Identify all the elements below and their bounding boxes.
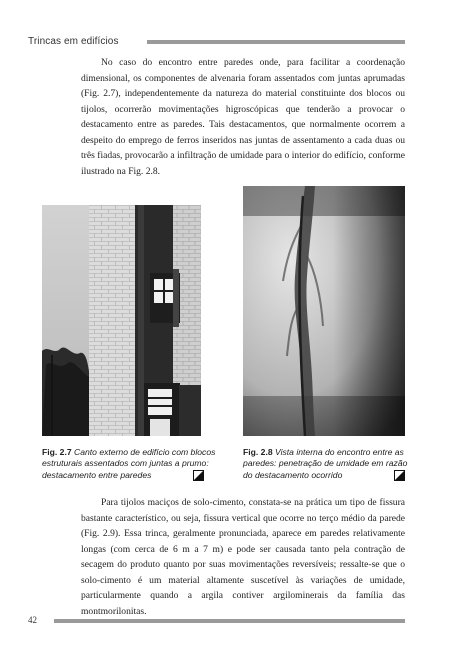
body-paragraph-1: No caso do encontro entre paredes onde, para facilitar a coordenação dimensional, os componentes de alvenaria foram assentados com juntas aprumadas (Fig. 2.7), independentemente da natureza do material constituinte dos blocos ou tijolos, ocorrerão movimentações higroscópicas que tenderão a provocar o destacamento entre as paredes. Tais destacamentos, que normalmente ocorrem a despeito do emprego de ferros inseridos nas juntas de assentamento a cada duas ou três fiadas, provocarão a infiltração de umidade para o interior do edifício, conforme ilustrado na Fig. 2.8. [81,57,405,177]
figure-2-8-number: Fig. 2.8 [243,447,273,457]
page-number: 42 [28,615,37,625]
figure-2-7-photo [42,205,201,436]
figure-2-8-caption [243,447,413,481]
header-rule [147,40,405,44]
figure-2-7-caption-text: Canto externo de edifício com blocos estruturais assentados com juntas a prumo: destacamento entre paredes [42,447,216,480]
body-paragraph-2: Para tijolos maciços de solo-cimento, constata-se na prática um tipo de fissura bastante característico, ou seja, fissura vertical que ocorre no terço médio da parede (Fig. 2.9). Essa trinca, geralmente pronunciada, aparece em paredes relativamente longas (com cerca de 6 m a 7 m) e pode ser causada tanto pela contração de secagem do produto quanto por suas movimentações reversíveis; ressalte-se que o solo-cimento é um material altamente suscetível às variações de umidade, particularmente quando a argila contiver argilominerais da família das montmorilonitas. [81,497,405,617]
color-plate-icon [193,470,204,481]
running-head: Trincas em edifícios [28,36,119,47]
figure-2-7-caption [42,447,217,481]
color-plate-icon [394,470,405,481]
figure-2-8-photo [243,186,405,436]
figure-2-7-number: Fig. 2.7 [42,447,72,457]
figure-2-8-caption-text: Vista interna do encontro entre as paredes: penetração de umidade em razão do destacamento ocorrido [243,447,408,480]
footer-rule [54,619,405,623]
